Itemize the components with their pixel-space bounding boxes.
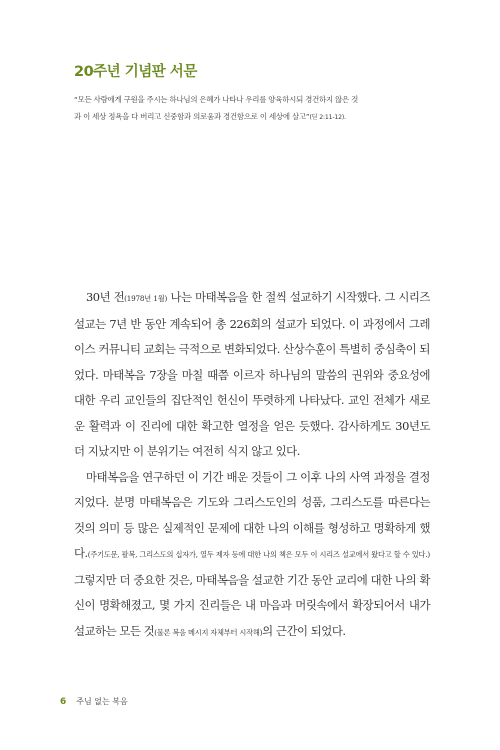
paragraph-2 xyxy=(74,465,430,646)
paragraph-2-text-a: 마태복음을 연구하던 이 기간 배운 것들이 그 이후 나의 사역 과정을 결정지었다. 분명 마태복음은 기도와 그리스도인의 성품, 그리스도를 따른다는 것의 의미 등 많은 실제적인 문제에 대한 나의 이해를 형성하고 명확하게 했다. xyxy=(74,469,430,560)
paragraph-1-text-b: 나는 마태복음을 한 절씩 설교하기 시작했다. 그 시리즈 설교는 7년 반 동안 계속되어 총 226회의 설교가 되었다. 이 과정에서 그레이스 커뮤니티 교회는 극적으로 변화되었다. 산상수훈이 특별히 중심축이 되었다. 마태복음 7장을 마칠 때쯤 이르자 하나님의 말씀의 권위와 중요성에 대한 우리 교인들의 집단적인 헌신이 뚜렷하게 나타났다. 교인 전체가 새로운 활력과 이 진리에 대한 확고한 열정을 얻은 듯했다. 감사하게도 30년도 더 지났지만 이 분위기는 여전히 식지 않고 있다. xyxy=(74,290,430,458)
paragraph-1-text-a: 30년 전 xyxy=(86,290,125,304)
paragraph-2-gospel-note: (물론 복음 메시지 자체부터 시작해) xyxy=(154,627,263,637)
epigraph-quote xyxy=(74,91,434,126)
page-footer xyxy=(60,696,128,707)
epigraph-line-2: 과 이 세상 정욕을 다 버리고 신중함과 의로움과 경건함으로 이 세상에 살고” xyxy=(74,112,310,121)
paragraph-1-date-note: (1978년 1월) xyxy=(124,294,168,303)
epigraph-line-1: “모든 사람에게 구원을 주시는 하나님의 은혜가 나타나 우리를 양육하시되 경건하지 않은 것 xyxy=(74,95,359,104)
paragraph-2-books-note: (주기도문, 팔복, 그리스도의 십자가, 열두 제자 등에 대한 나의 책은 모두 이 시리즈 설교에서 왔다고 할 수 있다.) xyxy=(87,550,430,559)
paragraph-1 xyxy=(74,285,430,465)
paragraph-2-text-b: 그렇지만 더 중요한 것은, 마태복음을 설교한 기간 동안 교리에 대한 나의 확신이 명확해졌고, 몇 가지 진리들은 내 마음과 머릿속에서 확장되어서 내가 설교하는 모든 것 xyxy=(74,572,430,638)
paragraph-2-text-c: 의 근간이 되었다. xyxy=(262,623,346,638)
book-title: 주님 없는 복음 xyxy=(76,697,128,706)
page-number: 6 xyxy=(60,697,67,707)
preface-title: 20주년 기념판 서문 xyxy=(74,64,197,80)
body-text xyxy=(74,285,430,645)
epigraph-reference: (딛 2:11-12). xyxy=(309,114,346,121)
